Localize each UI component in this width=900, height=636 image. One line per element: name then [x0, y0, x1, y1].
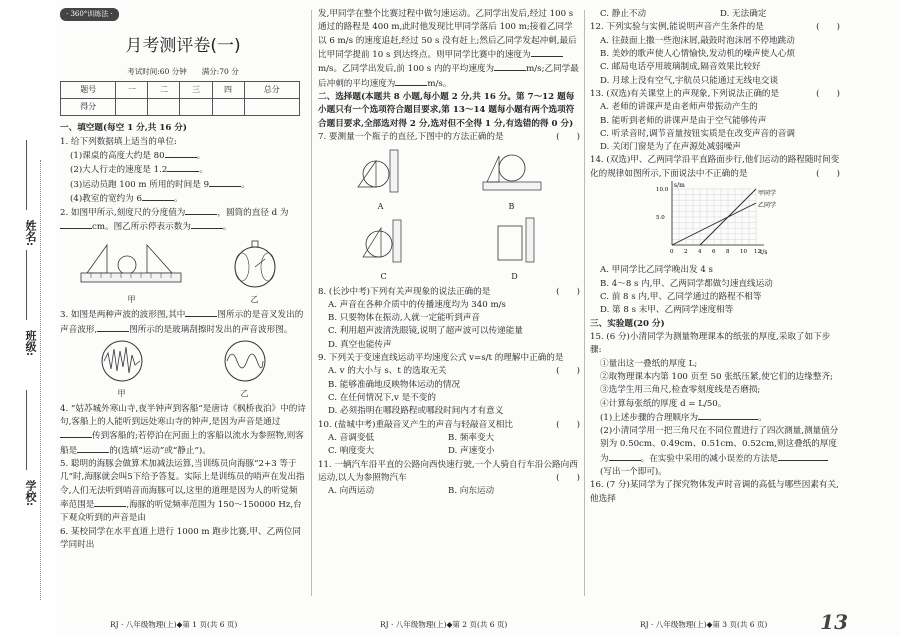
score-header: 二	[148, 82, 180, 99]
question-text	[318, 419, 580, 432]
exam-meta	[60, 66, 306, 78]
question-part: 发,甲同学在整个比赛过程中做匀速运动。乙同学出发后,经过 100 s 通过的路程是 400 m,此时他发现比甲同学落后 100 m;接着乙同学以 6 m/s 的速度追赶,经过 50 s 没有赶上;然后乙同学发起冲刺,最后比甲同学提前 10 s 到达终点。则甲同学比赛中的速度为	[318, 9, 577, 60]
series-label: 甲同学	[758, 190, 777, 198]
question-part: 7. 要测量一个瓶子的直径,下图中的方法正确的是	[318, 131, 504, 142]
choice-option[interactable]: A. v 的大小与 s、t 的选取无关	[328, 366, 447, 377]
score-header: 四	[212, 82, 244, 99]
binding-margin	[0, 0, 56, 636]
irregular-waveform	[96, 339, 148, 383]
score-header: 总分	[244, 82, 299, 99]
question-part: 5. 聪明的海豚会做算术加减法运算,当训练员向海豚“2+3 等于几”时,海豚就会叫5下给予答复。实际上是训练员的哨声在发出指令,人们无法听到哨音而海豚可以,这里的道理是因为人的听觉频率范围是	[60, 459, 305, 510]
column-divider	[311, 10, 312, 596]
choice-option[interactable]: D. 必须指明在哪段路程或哪段时间内才有意义	[328, 406, 504, 417]
question-item	[590, 411, 840, 425]
y-tick-label: 5.0	[656, 215, 665, 222]
school-label: 学校:	[24, 480, 37, 507]
name-line	[26, 140, 27, 210]
choice-row	[318, 445, 580, 458]
stopwatch-illustration	[220, 237, 290, 289]
answer-blank[interactable]	[167, 163, 199, 172]
column-2	[318, 8, 580, 499]
y-tick-label: 10.0	[656, 187, 669, 194]
question-text	[60, 206, 306, 235]
question-part: 9. 下列关于变速直线运动平均速度公式 v=s/t 的理解中正确的是	[318, 353, 564, 364]
measure-method-b	[479, 146, 545, 196]
question-part: 8. (长沙中考)下列有关声现象的说法正确的是	[318, 286, 491, 297]
school-line	[26, 390, 27, 470]
measure-method-d	[488, 216, 542, 266]
series-label: 乙同学	[758, 202, 777, 210]
choice-option[interactable]: D. 月球上没有空气,宇航员只能通过无线电交谈	[600, 75, 779, 86]
figure-caption: 乙	[240, 389, 249, 399]
section-heading: 三、实验题(20 分)	[590, 318, 665, 329]
question-text	[318, 8, 580, 91]
measure-method-a	[354, 146, 408, 196]
answer-blank[interactable]	[165, 149, 197, 158]
option-caption: D	[511, 272, 518, 282]
choice-option[interactable]: D. 关闭门窗是为了在声源处减弱噪声	[600, 142, 741, 153]
question-part: 传到客船的;若停泊在河面上的客船以流水为参照物,则客船是	[60, 431, 304, 456]
x-tick-label: 12	[754, 249, 761, 256]
item-text: (2)大人行走的速度是 1.2	[70, 165, 168, 176]
question-part: 图所示的是玻璃刮擦时发出的声音波形图。	[129, 324, 293, 335]
question-part: 13. (双选)有关课堂上的声现象,下列说法正确的是	[590, 88, 780, 99]
item-text: (3)运动员跑 100 m 所用的时间是 9	[70, 179, 210, 190]
question-part: m/s。	[427, 78, 452, 89]
question-part: 的(选填“运动”或“静止”)。	[109, 445, 211, 456]
question-text	[590, 154, 840, 181]
choice-row	[318, 432, 580, 445]
choice-option[interactable]: B. 能听到老师的讲课声是由于空气能够传声	[600, 115, 767, 126]
answer-blank[interactable]	[60, 220, 92, 229]
question-text: 15. (6 分)小清同学为测量物理课本的纸张的厚度,采取了如下步骤:	[590, 331, 831, 356]
choice-option[interactable]: A. 向西运动	[328, 486, 375, 497]
score-header: 三	[180, 82, 212, 99]
question-text	[60, 458, 306, 526]
question-part: m/s。乙同学出发后,前 100 s 内的平均速度为	[318, 64, 495, 75]
figure-bottle-measure	[318, 146, 580, 214]
page-footer-1: RJ · 八年级物理(上)◆第 1 页(共 6 页)	[110, 620, 238, 629]
figure-caption: 乙	[250, 295, 259, 305]
answer-paren[interactable]: ( )	[556, 286, 580, 297]
choice-option[interactable]: C. 听录音时,调节音量按钮实质是在改变声音的音调	[600, 128, 795, 139]
item-text: (写出一个即可)。	[600, 467, 667, 478]
choice-option[interactable]: C. 邮局电话亭用玻璃制成,隔音效果比较好	[600, 62, 761, 73]
question-item: (4)教室的宽约为 6 。	[70, 193, 183, 204]
question-text	[318, 459, 580, 486]
answer-paren[interactable]: ( )	[556, 472, 580, 483]
choice-option[interactable]: D. 声速变小	[448, 446, 495, 457]
question-part: 4. “姑苏城外寒山寺,夜半钟声到客船”是唐诗《枫桥夜泊》中的诗句,客船上的人能听到远处寒山寺的钟声,是因为声音是通过	[60, 403, 306, 428]
question-part: 14. (双选)甲、乙两同学沿平直路面步行,他们运动的路程随时间变化的规律如图所示,下面说法中不正确的是	[590, 155, 840, 179]
choice-option[interactable]: B. 美妙的歌声使人心情愉快,发动机的噪声使人心烦	[600, 48, 795, 59]
question-text: 16. (7 分)某同学为了探究物体发声时音调的高低与哪些因素有关,他选择	[590, 480, 839, 504]
question-text: 1. 给下列数据填上适当的单位:	[60, 136, 177, 147]
cut-line	[40, 160, 41, 600]
figure-caption: 甲	[117, 389, 126, 399]
choice-option[interactable]: C. 静止不动	[600, 9, 647, 19]
question-part: 11. 一辆汽车沿平直的公路向西快速行驶,一个人骑自行车沿公路向西运动,以人为参照物汽车	[318, 459, 578, 483]
ruler-illustration	[77, 243, 187, 289]
column-divider	[584, 10, 585, 596]
name-label: 姓名:	[24, 220, 37, 247]
page-number: 13	[820, 610, 848, 634]
series-badge: · 360°训练法 ·	[60, 8, 119, 21]
item-text: (1)上述步骤的合理顺序为	[600, 412, 699, 423]
answer-blank[interactable]	[60, 429, 92, 438]
choice-option[interactable]: C. 响度变大	[328, 446, 375, 457]
answer-blank[interactable]	[531, 48, 563, 57]
question-item	[590, 425, 840, 479]
item-text: (4)教室的宽约为 6	[70, 193, 142, 204]
section-heading: 一、填空题(每空 1 分,共 16 分)	[60, 123, 187, 134]
step-item: ④计算每张纸的厚度 d = L/50。	[600, 398, 727, 409]
answer-paren[interactable]: ( )	[816, 88, 840, 99]
answer-blank[interactable]	[94, 498, 126, 507]
answer-paren[interactable]: ( )	[816, 22, 840, 33]
question-part: 12. 下列实验与实例,能说明声音产生条件的是	[590, 22, 764, 33]
step-item: ②取物理课本内第 100 页至 50 张纸压紧,使它们的边缘整齐;	[600, 371, 833, 382]
item-text: 。在实验中采用的减小误差的方法是	[640, 453, 779, 464]
answer-blank[interactable]	[97, 323, 129, 332]
question-text	[318, 286, 580, 299]
step-item: ③选学生用三角尺,检查零刻度线是否磨损;	[600, 385, 761, 396]
choice-option[interactable]: C. 前 8 s 内,甲、乙同学通过的路程不相等	[600, 292, 762, 302]
score-cell[interactable]	[212, 99, 244, 116]
item-text: (2)小清同学用一把三角尺在不同位置进行了四次测量,测量值分别为 0.50cm、0.49cm、0.51cm、0.52cm,则这叠纸的厚度为	[600, 426, 839, 464]
option-figure-a	[354, 146, 408, 214]
choice-option[interactable]: B. 能够准确地反映物体运动的情况	[328, 379, 461, 390]
question-part: ，圆筒的直径 d 为	[217, 208, 289, 219]
question-part: 3. 如图是两种声波的波形图,其中	[60, 310, 186, 321]
question-part: 。	[222, 222, 232, 233]
choice-row	[318, 485, 580, 498]
choice-option[interactable]: A. 老师的讲课声是由老师声带振动产生的	[600, 102, 758, 113]
class-line	[26, 250, 27, 320]
answer-blank[interactable]	[698, 411, 758, 420]
figure-ruler-stopwatch	[60, 237, 306, 307]
st-graph-container	[590, 181, 840, 264]
answer-blank[interactable]	[185, 206, 217, 215]
question-text: 6. 某校同学在水平直道上进行 1000 m 跑步比赛,甲、乙两位同学同时出	[60, 526, 301, 550]
choice-option[interactable]: C. 利用超声波清洗眼镜,说明了超声波可以传递能量	[328, 326, 523, 337]
x-tick-label: 6	[712, 249, 716, 256]
x-tick-label: 2	[684, 249, 688, 256]
answer-paren[interactable]: ( )	[556, 419, 580, 430]
question-part: 图乙所示停表示数为	[113, 222, 191, 233]
class-label: 班级:	[24, 330, 37, 357]
question-part: m/s;乙同学最后冲刺的平均速度为	[318, 64, 579, 89]
answer-blank[interactable]	[778, 452, 828, 461]
question-text	[60, 308, 306, 337]
answer-blank[interactable]	[209, 178, 241, 187]
item-text: 。	[758, 412, 767, 423]
figure-bottle-measure-2	[318, 216, 580, 284]
choice-option[interactable]: A. 声音在各种介质中的传播速度均为 340 m/s	[328, 299, 506, 310]
answer-blank[interactable]	[609, 452, 641, 461]
section-heading: 二、选择题(本题共 8 小题,每小题 2 分,共 16 分。第 7～12 题每小题只有一个选项符合题目要求,第 13～14 题每小题有两个选项符合题目要求,全部选对得 2 分,选对但不全得 1 分,有选错的得 0 分)	[318, 91, 575, 129]
score-cell[interactable]	[148, 99, 180, 116]
score-cell[interactable]	[180, 99, 212, 116]
answer-blank[interactable]	[494, 62, 526, 71]
answer-blank[interactable]	[191, 220, 223, 229]
column-1	[60, 8, 306, 552]
choice-row	[590, 8, 840, 21]
x-tick-label: 4	[698, 249, 702, 256]
x-tick-label: 10	[740, 249, 747, 256]
question-item: (1)课桌的高度大约是 80 。	[70, 150, 206, 161]
column-3	[590, 8, 840, 506]
x-tick-label: 0	[670, 249, 674, 256]
x-tick-label: 8	[726, 249, 730, 256]
question-text	[60, 403, 306, 458]
choice-option[interactable]: C. 在任何情况下,v 是不变的	[328, 393, 436, 404]
option-caption: B	[508, 202, 515, 212]
option-figure-d	[488, 216, 542, 284]
score-cell[interactable]	[116, 99, 148, 116]
question-text	[318, 131, 580, 144]
choice-option[interactable]: A. 甲同学比乙同学晚出发 4 s	[600, 265, 713, 276]
answer-blank[interactable]	[395, 77, 427, 86]
choice-option[interactable]: B. 只要物体在振动,人就一定能听到声音	[328, 313, 481, 324]
question-item: (2)大人行走的速度是 1.2 。	[70, 165, 208, 176]
question-text	[590, 21, 840, 34]
choice-option[interactable]: D. 第 8 s 末甲、乙两同学速度相等	[600, 305, 734, 316]
answer-paren[interactable]: ( )	[816, 168, 840, 179]
answer-paren[interactable]: ( )	[556, 131, 580, 142]
answer-blank[interactable]	[185, 308, 217, 317]
question-text	[590, 88, 840, 101]
option-figure-c	[357, 216, 411, 284]
score-header: 题号	[61, 82, 116, 99]
y-axis-label: s/m	[674, 182, 685, 190]
page-footer-2: RJ · 八年级物理(上)◆第 2 页(共 6 页)	[380, 620, 508, 629]
question-item: (3)运动员跑 100 m 所用的时间是 9 。	[70, 179, 250, 190]
figure-wave-b	[219, 339, 271, 401]
item-text: (1)课桌的高度大约是 80	[70, 150, 165, 161]
figure-ruler	[77, 243, 187, 307]
time-limit: 考试时间:60 分钟	[127, 66, 187, 76]
figure-wave-a	[96, 339, 148, 401]
measure-method-c	[357, 216, 411, 266]
question-part: 2. 如图甲所示,刻度尺的分度值为	[60, 208, 186, 219]
option-caption: C	[380, 272, 387, 282]
question-part: 图所示的是音叉发出的声音波形,	[60, 310, 304, 335]
option-figure-b	[479, 146, 545, 214]
sine-waveform	[219, 339, 271, 383]
answer-blank[interactable]	[142, 192, 174, 201]
score-row-label: 得分	[61, 99, 116, 116]
step-item: ①量出这一叠纸的厚度 L;	[600, 358, 698, 369]
page-footer-3: RJ · 八年级物理(上)◆第 3 页(共 6 页)	[640, 620, 768, 629]
exam-title: 月考测评卷(一)	[125, 36, 241, 57]
choice-option[interactable]: D. 无法确定	[720, 9, 767, 19]
choice-option[interactable]: A. 音调变低	[328, 432, 375, 443]
question-part: ,海豚的听觉频率范围为 150～150000 Hz,台下观众听到的声音是由	[60, 500, 302, 524]
choice-option[interactable]: B. 频率变大	[448, 432, 495, 443]
choice-option[interactable]: D. 真空也能传声	[328, 339, 392, 350]
question-part: 10. (盐城中考)重敲音叉产生的声音与轻敲音叉相比	[318, 419, 513, 430]
figure-waveforms	[60, 339, 306, 401]
score-header: 一	[116, 82, 148, 99]
option-caption: A	[377, 202, 384, 212]
choice-option[interactable]: B. 4～8 s 内,甲、乙两同学都做匀速直线运动	[600, 278, 773, 289]
answer-paren[interactable]: ( )	[556, 366, 580, 377]
score-cell[interactable]	[244, 99, 299, 116]
choice-option[interactable]: B. 向东运动	[448, 486, 495, 497]
choice-option[interactable]: A. 往鼓面上撒一些泡沫屑,敲鼓时泡沫屑不停地跳动	[600, 35, 795, 46]
score-table	[60, 81, 300, 116]
full-score: 满分:70 分	[201, 66, 239, 76]
question-part: cm。	[92, 222, 114, 233]
answer-blank[interactable]	[77, 444, 109, 453]
distance-time-chart	[650, 181, 780, 259]
figure-caption: 甲	[127, 295, 136, 305]
x-axis-label: t/s	[760, 249, 768, 257]
figure-stopwatch	[220, 237, 290, 307]
